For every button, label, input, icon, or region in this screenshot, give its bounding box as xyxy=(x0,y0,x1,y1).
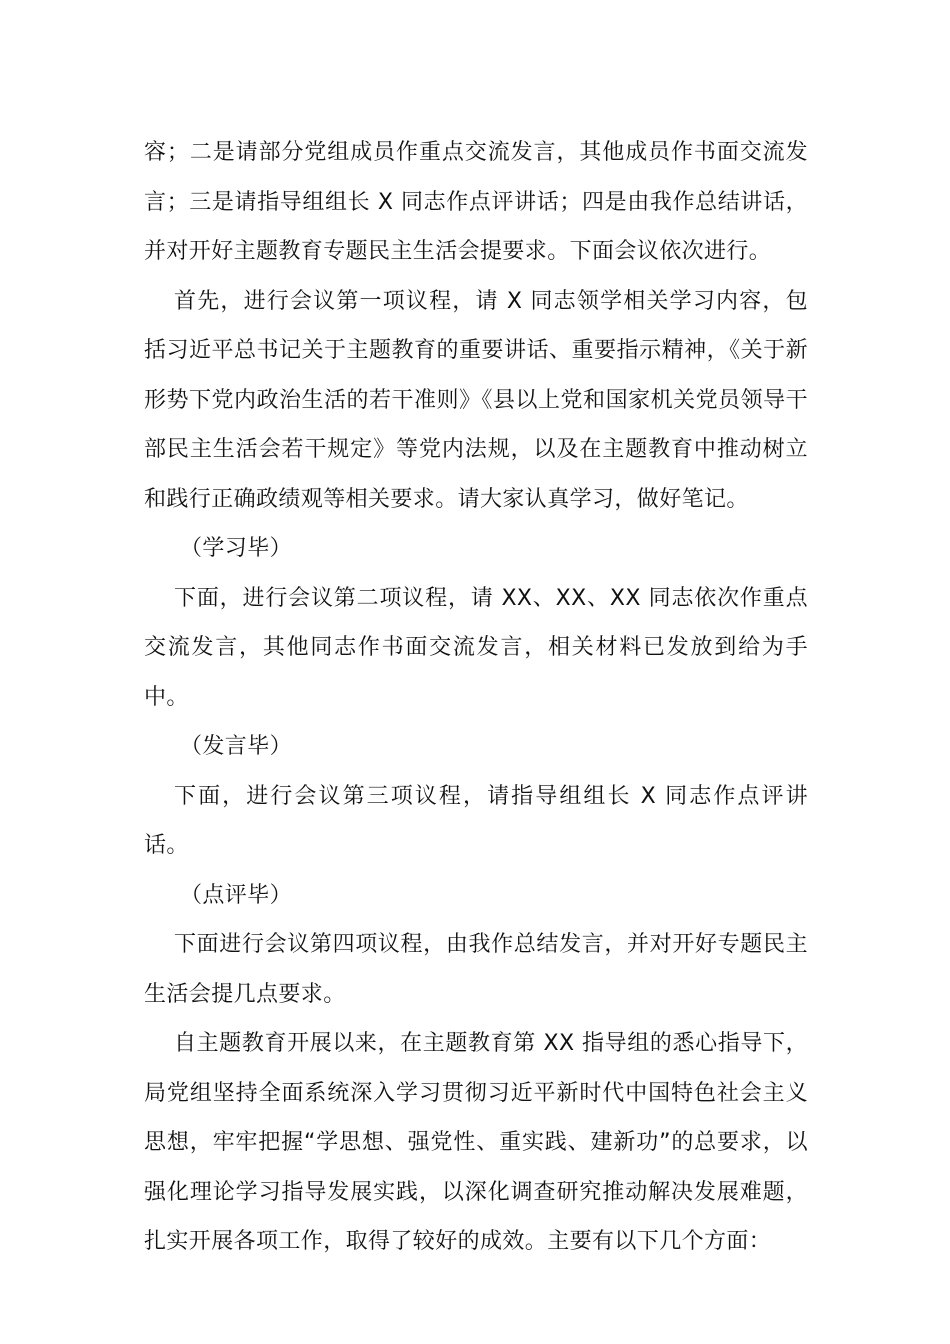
document-body xyxy=(144,128,808,1267)
note-review-finished: （点评毕） xyxy=(180,882,293,908)
paragraph-fourth-agenda: 下面进行会议第四项议程，由我作总结发言，并对开好专题民主生活会提几点要求。 xyxy=(144,932,808,1007)
note-study-finished: （学习毕） xyxy=(180,536,293,561)
paragraph-continuation: 容；二是请部分党组成员作重点交流发言，其他成员作书面交流发言；三是请指导组组长 X 同志作点评讲话；四是由我作总结讲话，并对开好主题教育专题民主生活会提要求。下面会议依次进行。 xyxy=(144,140,808,264)
paragraph-summary: 自主题教育开展以来，在主题教育第 XX 指导组的悉心指导下，局党组坚持全面系统深入学习贯彻习近平新时代中国特色社会主义思想，牢牢把握“学思想、强党性、重实践、建新功”的总要求，以强化理论学习指导发展实践，以深化调查研究推动解决发展难题，扎实开展各项工作，取得了较好的成效。主要有以下几个方面： xyxy=(144,1031,808,1254)
paragraph-first-agenda: 首先，进行会议第一项议程，请 X 同志领学相关学习内容，包括习近平总书记关于主题教育的重要讲话、重要指示精神，《关于新形势下党内政治生活的若干准则》《县以上党和国家机关党员领导干部民主生活会若干规定》等党内法规，以及在主题教育中推动树立和践行正确政绩观等相关要求。请大家认真学习，做好笔记。 xyxy=(144,288,808,512)
paragraph-second-agenda: 下面，进行会议第二项议程，请 XX、XX、XX 同志依次作重点交流发言，其他同志作书面交流发言，相关材料已发放到给为手中。 xyxy=(144,585,808,710)
note-speech-finished: （发言毕） xyxy=(180,734,293,759)
paragraph-third-agenda: 下面，进行会议第三项议程，请指导组组长 X 同志作点评讲话。 xyxy=(144,783,808,858)
